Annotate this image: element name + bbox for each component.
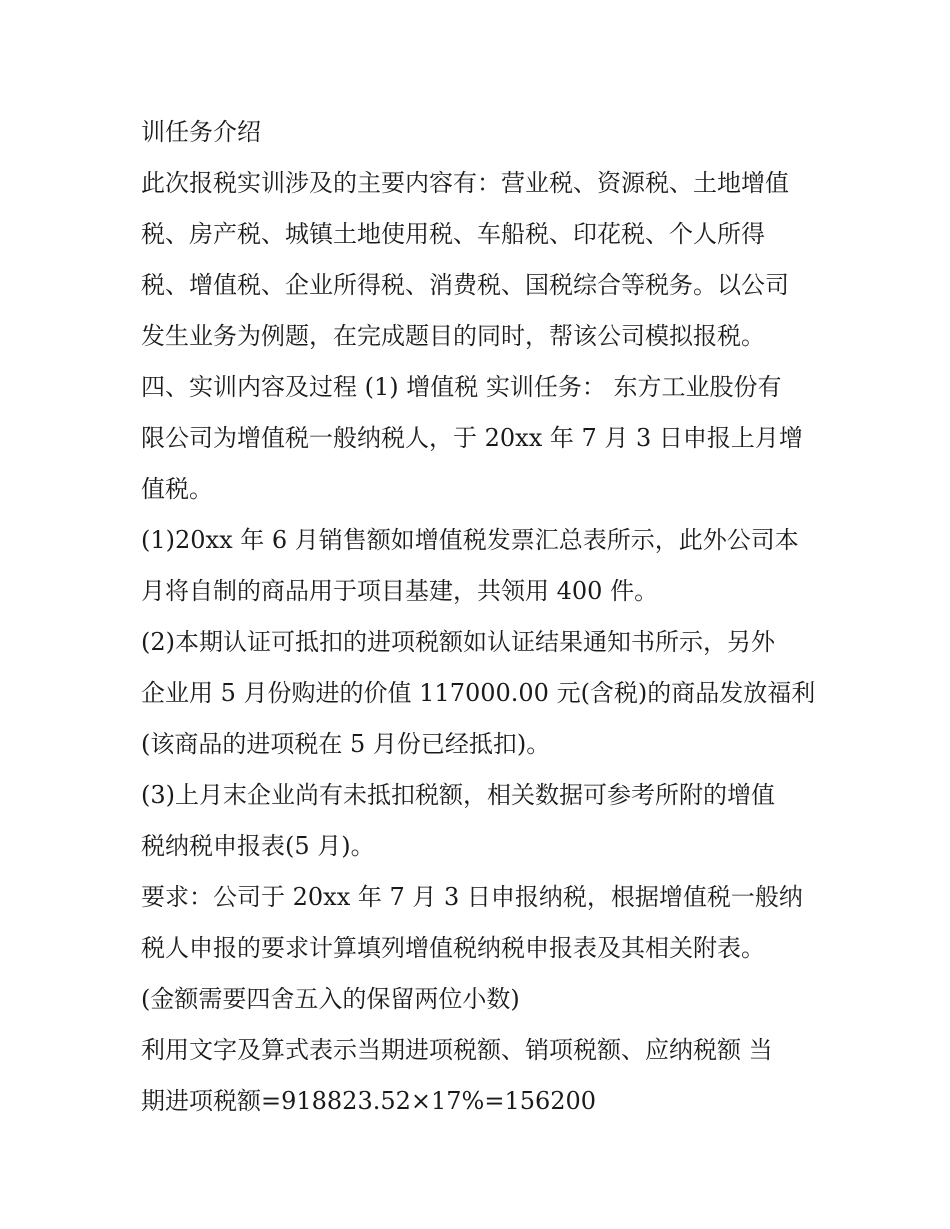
text-line: 税人申报的要求计算填列增值税纳税申报表及其相关附表。	[141, 934, 765, 962]
text-line: 利用文字及算式表示当期进项税额、销项税额、应纳税额 当	[141, 1036, 773, 1064]
text-line: 企业用 5 月份购进的价值 117000.00 元(含税)的商品发放福利	[141, 679, 816, 707]
text-line: 此次报税实训涉及的主要内容有：营业税、资源税、土地增值	[141, 169, 789, 197]
text-line: 月将自制的商品用于项目基建，共领用 400 件。	[141, 577, 659, 605]
text-line: (1)20xx 年 6 月销售额如增值税发票汇总表所示，此外公司本	[141, 526, 799, 554]
text-line: 限公司为增值税一般纳税人，于 20xx 年 7 月 3 日申报上月增	[141, 424, 803, 452]
text-line: 发生业务为例题，在完成题目的同时，帮该公司模拟报税。	[141, 322, 765, 350]
text-line: 四、实训内容及过程 (1) 增值税 实训任务： 东方工业股份有	[141, 373, 782, 401]
text-line: (该商品的进项税在 5 月份已经抵扣)。	[141, 730, 551, 758]
text-line: 值税。	[141, 475, 213, 503]
text-line: 税纳税申报表(5 月)。	[141, 832, 375, 860]
text-line: 税、增值税、企业所得税、消费税、国税综合等税务。以公司	[141, 271, 789, 299]
document-body	[141, 107, 821, 1127]
text-line: 期进项税额=918823.52×17%=156200	[141, 1087, 597, 1115]
text-line: (2)本期认证可抵扣的进项税额如认证结果通知书所示，另外	[141, 628, 775, 656]
text-line: 税、房产税、城镇土地使用税、车船税、印花税、个人所得	[141, 220, 765, 248]
text-line-section-heading: 训任务介绍	[141, 118, 261, 146]
text-line: (金额需要四舍五入的保留两位小数)	[141, 985, 520, 1013]
text-line: 要求：公司于 20xx 年 7 月 3 日申报纳税，根据增值税一般纳	[141, 883, 803, 911]
text-line: (3)上月末企业尚有未抵扣税额，相关数据可参考所附的增值	[141, 781, 775, 809]
